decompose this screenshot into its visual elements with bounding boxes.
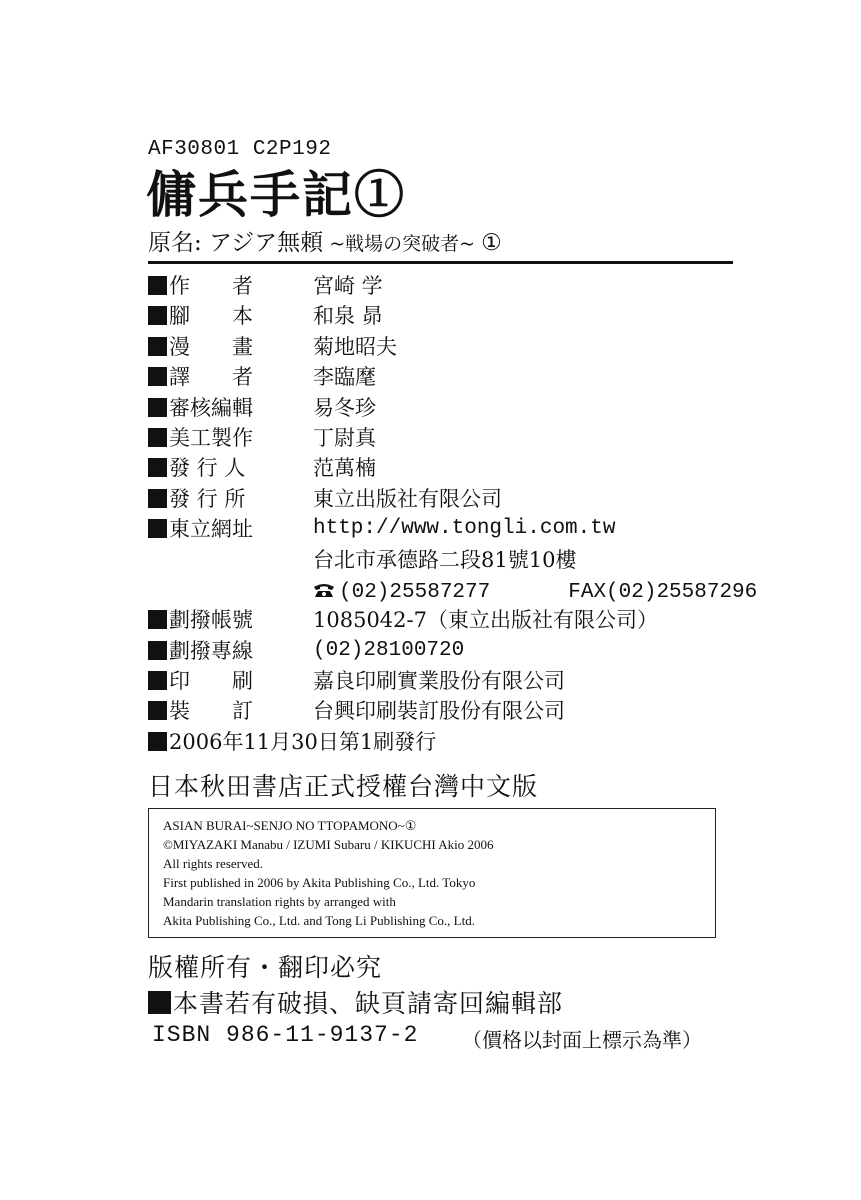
credit-row-script [148,301,748,331]
bullet-square-icon [148,732,167,751]
credit-value: 丁尉真 [313,425,376,450]
copyright-line: Mandarin translation rights by arranged with [163,894,396,909]
credit-row-translator [148,362,748,392]
bullet-square-icon [148,610,167,629]
bullet-square-icon [148,489,167,508]
book-title: 傭兵手記① [146,165,406,224]
credit-label: 劃撥專線 [169,638,253,663]
website-url[interactable]: http://www.tongli.com.tw [313,517,616,541]
credit-row-design [148,423,748,453]
credit-row-giro-line [148,636,748,666]
price-note: （價格以封面上標示為準） [462,1028,702,1052]
credit-row-giro-account [148,605,748,635]
bullet-square-icon [148,306,167,325]
credit-label: 腳 本 [169,304,253,329]
bullet-square-icon [148,519,167,538]
copyright-line: ASIAN BURAI~SENJO NO TTOPAMONO~① [163,818,417,833]
credit-label: 作 者 [169,274,253,298]
credit-value: 范萬楠 [313,456,376,481]
credit-row-author [148,271,748,301]
credit-label: 漫 畫 [169,334,253,359]
credit-value: 菊地昭夫 [313,334,397,359]
credit-value: 和泉 昴 [313,304,383,329]
credit-row-publishing-house [148,484,748,514]
copyright-line: All rights reserved. [163,856,264,871]
defect-notice [148,984,563,1020]
original-title [148,228,502,259]
credit-value: 台興印刷裝訂股份有限公司 [313,699,565,724]
copyright-line: Akita Publishing Co., Ltd. and Tong Li Publishing Co., Ltd. [163,913,475,928]
bullet-square-icon [148,367,167,386]
address-row [148,545,748,575]
credit-value: 李臨麾 [313,365,376,390]
credit-label: 劃撥帳號 [169,608,253,633]
rights-reserved-notice: 版權所有・翻印必究 [148,953,383,982]
credit-row-art [148,332,748,362]
credit-row-website [148,514,748,544]
credit-label: 美工製作 [169,425,253,450]
credit-value: 東立出版社有限公司 [313,486,502,511]
title-divider [148,261,733,264]
credit-value: 易冬珍 [313,395,376,420]
copyright-line: ©MIYAZAKI Manabu / IZUMI Subaru / KIKUCHI Akio 2006 [163,837,494,852]
copyright-box [148,808,716,938]
credit-label: 譯 者 [169,365,253,390]
bullet-square-icon [148,398,167,417]
credit-label: 發 行 所 [169,486,246,511]
credit-label: 裝 訂 [169,699,253,724]
credit-row-publisher [148,453,748,483]
original-title-label: 原名: [148,230,210,256]
original-title-main: アジア無頼 [209,230,324,256]
credit-value: 宮崎 学 [313,274,383,298]
telephone-icon [313,582,335,598]
credit-row-printing [148,666,748,696]
fax-number: FAX(02)25587296 [568,580,758,604]
bullet-square-icon [148,276,167,295]
isbn: ISBN 986-11-9137-2 [152,1022,419,1048]
credit-value: 嘉良印刷實業股份有限公司 [313,669,565,694]
phone-number: (02)25587277 [339,580,491,604]
product-code: AF30801 C2P192 [148,138,332,161]
credit-label: 東立網址 [169,517,253,542]
bullet-square-icon [148,428,167,447]
publish-date-row [148,727,748,757]
credits-list [148,271,758,757]
credit-label: 發 行 人 [169,456,246,481]
bullet-square-icon [148,991,171,1014]
original-title-sub: ~戦場の突破者~ [323,233,482,255]
bullet-square-icon [148,671,167,690]
bullet-square-icon [148,458,167,477]
phone-row [148,575,758,605]
copyright-line: First published in 2006 by Akita Publishing Co., Ltd. Tokyo [163,875,476,890]
defect-notice-text: 本書若有破損、缺頁請寄回編輯部 [173,989,564,1018]
credit-value: 1085042-7（東立出版社有限公司） [313,608,658,633]
bullet-square-icon [148,701,167,720]
original-title-volume: ① [481,230,502,256]
street-address: 台北市承德路二段81號10樓 [313,547,577,572]
credit-label: 審核編輯 [169,395,253,420]
authorization-notice: 日本秋田書店正式授權台灣中文版 [148,772,539,801]
bullet-square-icon [148,337,167,356]
publish-date: 2006年11月30日第1刷發行 [169,729,437,754]
bullet-square-icon [148,641,167,660]
credit-label: 印 刷 [169,669,253,694]
credit-row-editor [148,393,748,423]
credit-row-binding [148,696,748,726]
credit-value: (02)28100720 [313,638,465,662]
